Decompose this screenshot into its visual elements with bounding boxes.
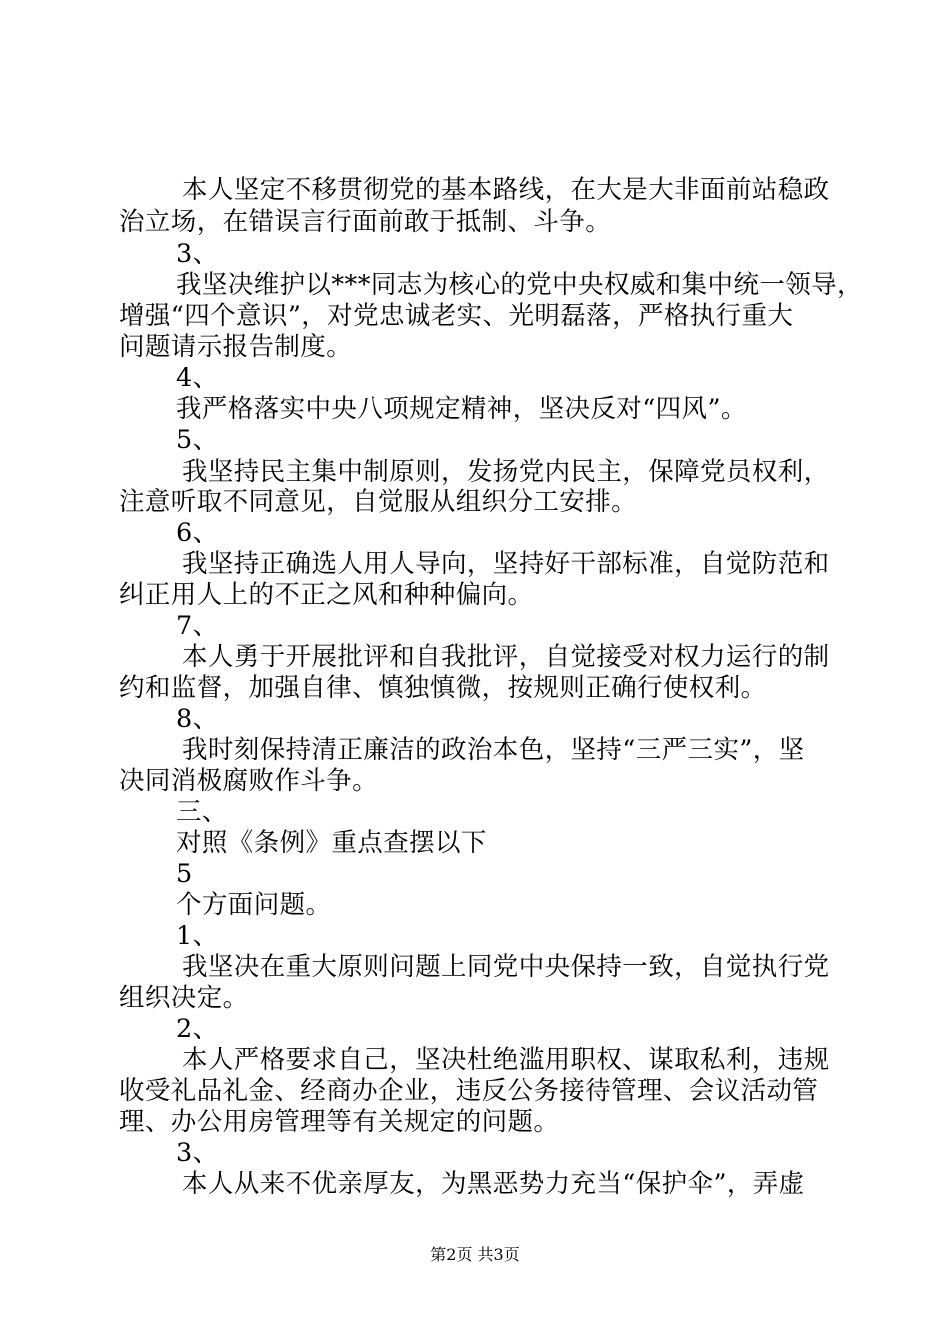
text-line: 本人从来不优亲厚友，为黑恶势力充当“保护伞”，弄虚 (182, 1169, 805, 1199)
text-line: 对照《条例》重点查摆以下 (176, 828, 487, 858)
text-line: 注意听取不同意见，自觉服从组织分工安排。 (119, 487, 638, 517)
text-line: 问题请示报告制度。 (119, 332, 353, 362)
section-number: 2、 (176, 1014, 219, 1044)
section-number: 5、 (176, 425, 219, 455)
section-number: 3、 (176, 1138, 219, 1168)
section-number: 4、 (176, 363, 219, 393)
text-line: 我坚持正确选人用人导向，坚持好干部标准，自觉防范和 (182, 549, 830, 579)
text-line: 治立场，在错误言行面前敢于抵制、斗争。 (119, 207, 612, 237)
text-line: 我坚决在重大原则问题上同党中央保持一致，自觉执行党 (182, 952, 830, 982)
text-line: 个方面问题。 (176, 890, 332, 920)
text-line: 组织决定。 (119, 983, 249, 1013)
section-number: 1、 (176, 921, 219, 951)
section-number: 8、 (176, 704, 219, 734)
text-line: 我严格落实中央八项规定精神，坚决反对“四风”。 (176, 394, 747, 424)
section-number: 6、 (176, 518, 219, 548)
text-line: 本人坚定不移贯彻党的基本路线，在大是大非面前站稳政 (182, 175, 830, 205)
text-line: 本人严格要求自己，坚决杜绝滥用职权、谋取私利，违规 (182, 1045, 830, 1075)
section-heading: 三、 (176, 797, 228, 827)
text-line: 纠正用人上的不正之风和种种偏向。 (119, 580, 534, 610)
text-line: 本人勇于开展批评和自我批评，自觉接受对权力运行的制 (182, 642, 830, 672)
text-line: 我坚决维护以***同志为核心的党中央权威和集中统一领导， (176, 270, 863, 300)
text-line: 收受礼品礼金、经商办企业，违反公务接待管理、会议活动管 (119, 1076, 819, 1106)
text-line: 增强“四个意识”，对党忠诚老实、光明磊落，严格执行重大 (119, 301, 794, 331)
section-number: 7、 (176, 611, 219, 641)
page-footer: 第2页 共3页 (430, 1245, 520, 1264)
text-line: 理、办公用房管理等有关规定的问题。 (119, 1107, 560, 1137)
text-line: 我时刻保持清正廉洁的政治本色，坚持“三严三实”，坚 (182, 735, 805, 765)
text-line: 我坚持民主集中制原则，发扬党内民主，保障党员权利， (182, 457, 830, 487)
section-number: 3、 (176, 239, 219, 269)
text-line: 5 (176, 859, 193, 889)
text-line: 决同消极腐败作斗争。 (119, 766, 379, 796)
text-line: 约和监督，加强自律、慎独慎微，按规则正确行使权利。 (119, 673, 767, 703)
